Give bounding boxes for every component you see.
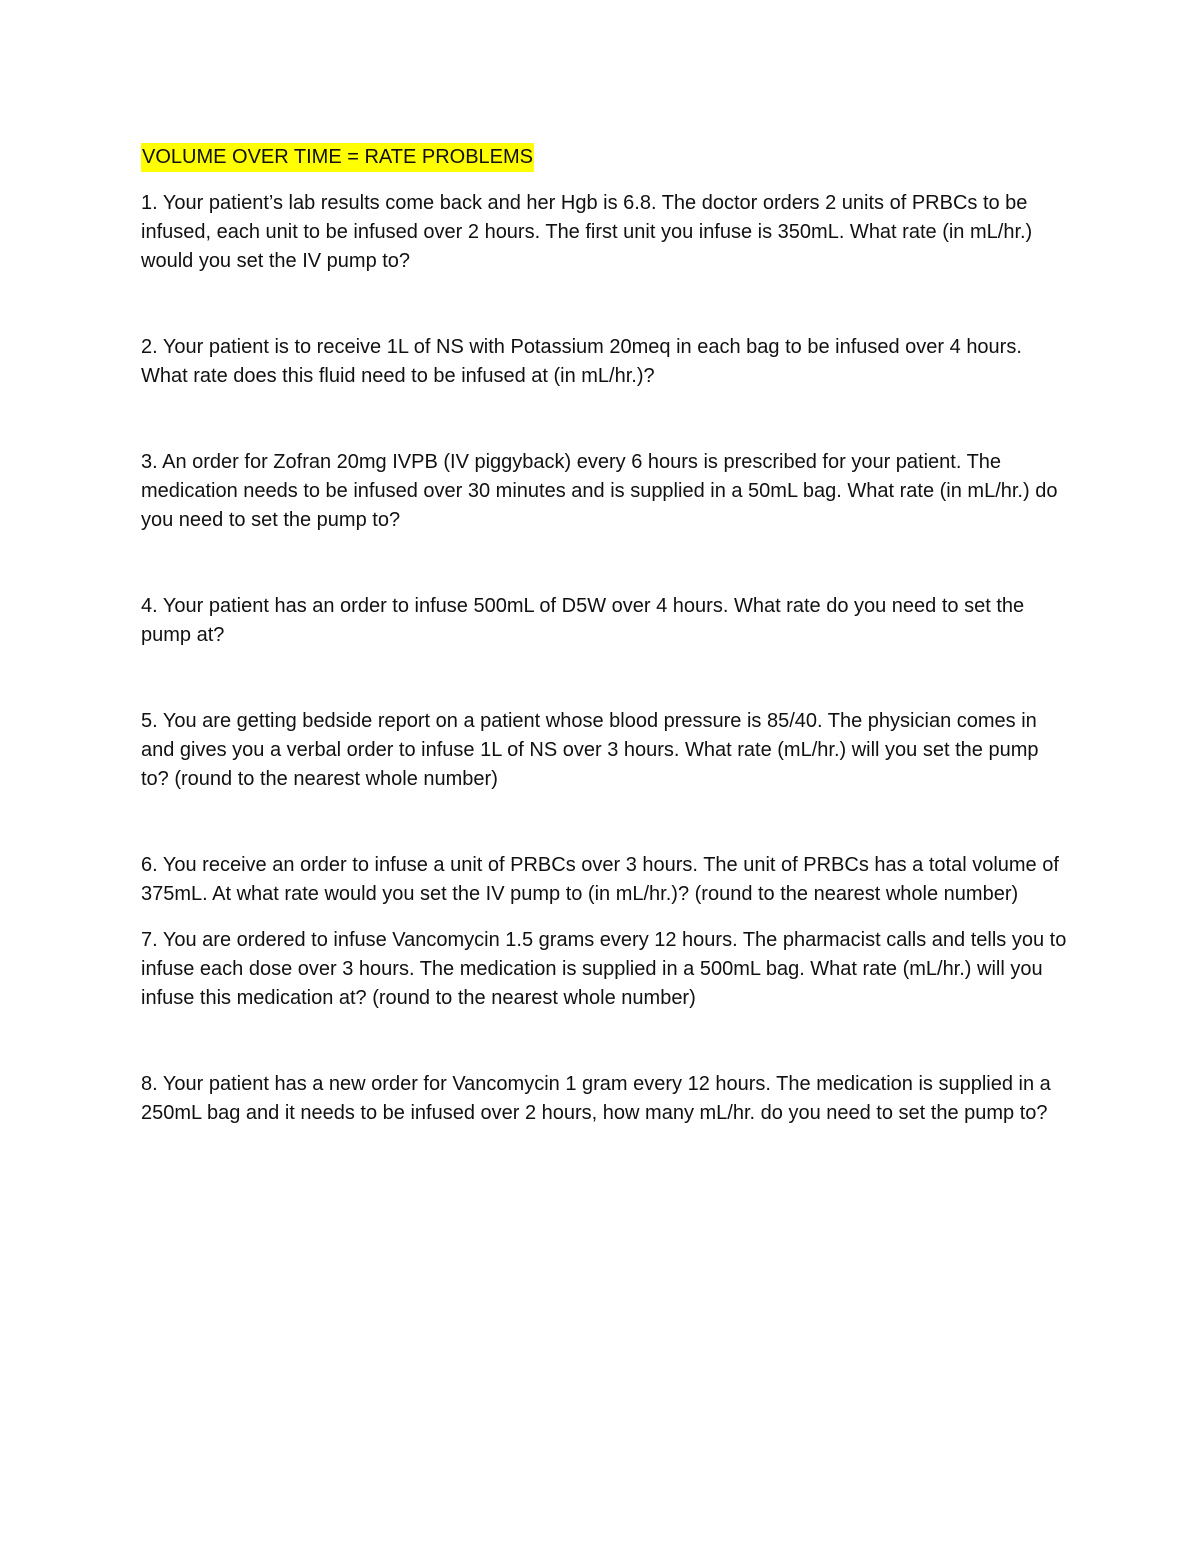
problem-2: 2. Your patient is to receive 1L of NS with Potassium 20meq in each bag to be infused over 4 hours. What rate does this fluid need to be infused at (in mL/hr.)? [141,336,1022,387]
title-block [141,143,1071,172]
problem-6: 6. You receive an order to infuse a unit of PRBCs over 3 hours. The unit of PRBCs has a total volume of 375mL. At what rate would you set the IV pump to (in mL/hr.)? (round to the nearest whole number) [141,854,1059,905]
problem-4: 4. Your patient has an order to infuse 500mL of D5W over 4 hours. What rate do you need to set the pump at? [141,595,1025,646]
problem-8: 8. Your patient has a new order for Vancomycin 1 gram every 12 hours. The medication is supplied in a 250mL bag and it needs to be infused over 2 hours, how many mL/hr. do you need to set the pump to? [141,1073,1051,1124]
problem-3: 3. An order for Zofran 20mg IVPB (IV piggyback) every 6 hours is prescribed for your patient. The medication needs to be infused over 30 minutes and is supplied in a 50mL bag. What rate (in mL/hr.) do you need to set the pump to? [141,451,1058,531]
document-title: VOLUME OVER TIME = RATE PROBLEMS [141,143,534,172]
document-body [141,143,1071,1128]
problem-1: 1. Your patient’s lab results come back and her Hgb is 6.8. The doctor orders 2 units of PRBCs to be infused, each unit to be infused over 2 hours. The first unit you infuse is 350mL. What rate (in mL/hr.) would you set the IV pump to? [141,192,1033,272]
problem-5: 5. You are getting bedside report on a patient whose blood pressure is 85/40. The physician comes in and gives you a verbal order to infuse 1L of NS over 3 hours. What rate (mL/hr.) will you set the pump to? (round to the nearest whole number) [141,710,1039,790]
problem-7: 7. You are ordered to infuse Vancomycin 1.5 grams every 12 hours. The pharmacist calls and tells you to infuse each dose over 3 hours. The medication is supplied in a 500mL bag. What rate (mL/hr.) will you infuse this medication at? (round to the nearest whole number) [141,929,1067,1009]
